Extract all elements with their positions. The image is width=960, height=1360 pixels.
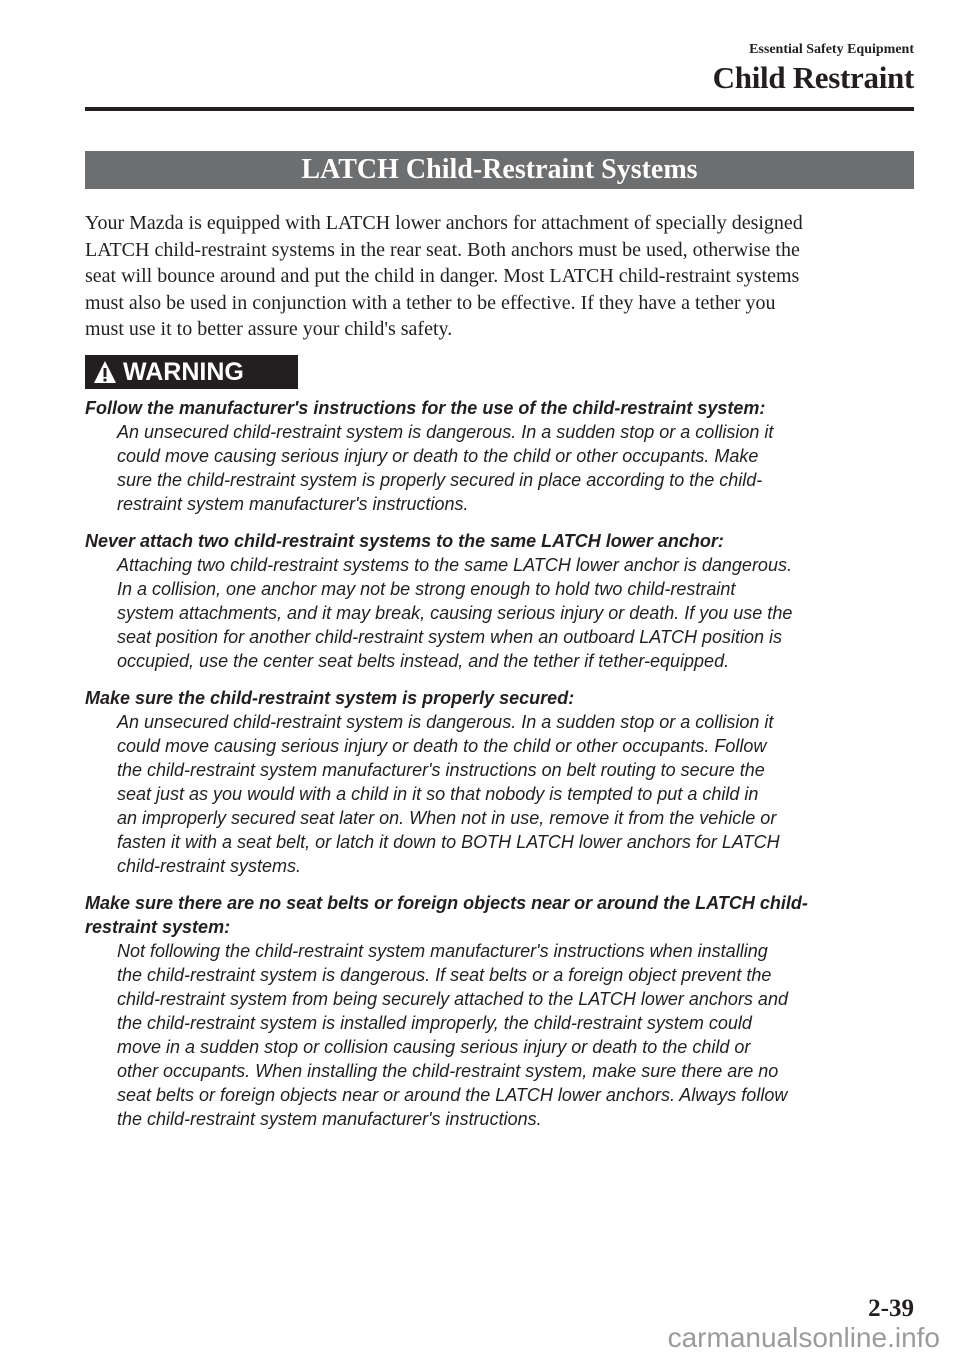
warning-heading: restraint system: [85, 917, 231, 937]
warning-text-line: child-restraint system from being securely attached to the LATCH lower anchors and [117, 989, 788, 1009]
warning-text-line: An unsecured child-restraint system is dangerous. In a sudden stop or a collision it [117, 712, 774, 732]
warning-text-line: other occupants. When installing the child-restraint system, make sure there are no [117, 1061, 779, 1081]
intro-line: LATCH child-restraint systems in the rear seat. Both anchors must be used, otherwise the [85, 238, 800, 261]
warning-text-line: could move causing serious injury or death to the child or other occupants. Follow [117, 736, 767, 756]
page-number: 2-39 [868, 1295, 914, 1322]
warning-text-line: Attaching two child-restraint systems to the same LATCH lower anchor is dangerous. [117, 555, 792, 575]
warning-text-line: the child-restraint system manufacturer's instructions on belt routing to secure the [117, 760, 765, 780]
warning-text-line: the child-restraint system is installed improperly, the child-restraint system could [117, 1013, 752, 1033]
intro-line: must use it to better assure your child's safety. [85, 318, 453, 340]
warning-heading: Never attach two child-restraint systems to the same LATCH lower anchor: [85, 531, 724, 551]
header-divider [85, 107, 914, 111]
warning-heading: Make sure the child-restraint system is properly secured: [85, 688, 575, 708]
warning-text-line: An unsecured child-restraint system is dangerous. In a sudden stop or a collision it [117, 422, 774, 442]
warning-text-line: could move causing serious injury or death to the child or other occupants. Make [117, 446, 759, 466]
warning-badge [85, 355, 298, 389]
warning-item [85, 396, 925, 516]
warning-text-line: seat belts or foreign objects near or around the LATCH lower anchors. Always follow [117, 1085, 788, 1105]
page-title: Child Restraint [712, 60, 914, 95]
warning-text-line: move in a sudden stop or collision causing serious injury or death to the child or [117, 1037, 751, 1057]
warning-item [85, 891, 925, 1131]
warning-label: WARNING [123, 357, 244, 386]
intro-line: must also be used in conjunction with a tether to be effective. If they have a tether you [85, 291, 776, 314]
section-banner: LATCH Child-Restraint Systems [85, 151, 914, 189]
warning-text-line: seat position for another child-restraint system when an outboard LATCH position is [117, 627, 782, 647]
warning-text-line: Not following the child-restraint system manufacturer's instructions when installing [117, 941, 768, 961]
warning-heading: Follow the manufacturer's instructions for the use of the child-restraint system: [85, 398, 766, 418]
intro-paragraph [85, 210, 925, 343]
section-label: Essential Safety Equipment [749, 42, 914, 57]
warning-text-line: the child-restraint system manufacturer's instructions. [117, 1109, 542, 1129]
intro-line: Your Mazda is equipped with LATCH lower anchors for attachment of specially designed [85, 212, 803, 234]
watermark: carmanualsonline.info [667, 1322, 940, 1353]
intro-line: seat will bounce around and put the child in danger. Most LATCH child-restraint systems [85, 265, 800, 287]
warning-text-line: restraint system manufacturer's instructions. [117, 494, 469, 514]
warning-item [85, 529, 925, 673]
warning-text-line: the child-restraint system is dangerous. If seat belts or a foreign object prevent the [117, 965, 772, 985]
warning-text-line: child-restraint systems. [117, 856, 302, 876]
warning-list [85, 396, 925, 1144]
warning-text-line: system attachments, and it may break, causing serious injury or death. If you use the [117, 603, 793, 623]
warning-text-line: seat just as you would with a child in it so that nobody is tempted to put a child in [117, 784, 759, 804]
warning-triangle-icon [93, 360, 117, 384]
warning-item [85, 686, 925, 878]
warning-text-line: sure the child-restraint system is properly secured in place according to the child- [117, 470, 763, 490]
warning-heading: Make sure there are no seat belts or foreign objects near or around the LATCH child- [85, 893, 808, 913]
warning-text-line: occupied, use the center seat belts instead, and the tether if tether-equipped. [117, 651, 730, 671]
warning-text-line: In a collision, one anchor may not be strong enough to hold two child-restraint [117, 579, 736, 599]
warning-text-line: an improperly secured seat later on. When not in use, remove it from the vehicle or [117, 808, 777, 828]
warning-text-line: fasten it with a seat belt, or latch it down to BOTH LATCH lower anchors for LATCH [117, 832, 780, 852]
